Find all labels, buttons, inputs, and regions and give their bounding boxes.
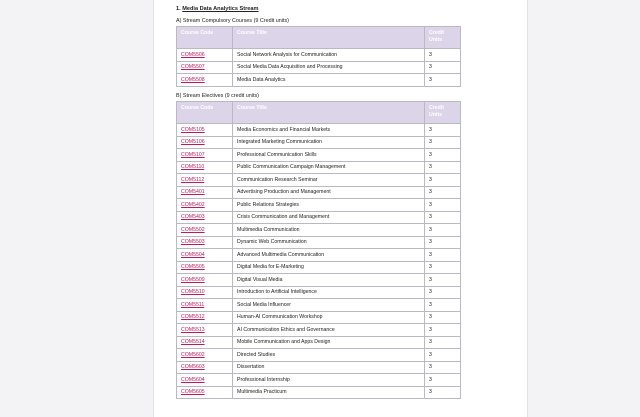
header-course-code: Course Code <box>177 102 233 124</box>
course-title-cell: Professional Internship <box>233 374 425 387</box>
credit-units-cell: 3 <box>425 349 461 362</box>
course-code-link[interactable]: COM5506 <box>181 51 205 58</box>
credit-units-cell: 3 <box>425 361 461 374</box>
course-title-cell: Dynamic Web Communication <box>233 236 425 249</box>
course-code-link[interactable]: COM5511 <box>181 301 205 308</box>
course-code-link[interactable]: COM5505 <box>181 264 205 271</box>
electives-caption: B) Stream Electives (9 credit units) <box>176 93 259 99</box>
credit-units-cell: 3 <box>425 186 461 199</box>
table-row <box>177 349 461 362</box>
course-title-cell: Media Data Analytics <box>233 74 425 87</box>
table-row <box>177 74 461 87</box>
table-header-row <box>177 102 461 124</box>
course-code-cell <box>177 299 233 312</box>
course-code-cell <box>177 311 233 324</box>
table-row <box>177 186 461 199</box>
table-row <box>177 249 461 262</box>
course-code-cell <box>177 236 233 249</box>
course-title-cell: Public Relations Strategies <box>233 199 425 212</box>
table-row <box>177 236 461 249</box>
course-code-cell <box>177 374 233 387</box>
course-code-link[interactable]: COM5514 <box>181 339 205 346</box>
course-code-link[interactable]: COM5510 <box>181 289 205 296</box>
table-row <box>177 336 461 349</box>
header-course-title: Course Title <box>233 102 425 124</box>
table-row <box>177 124 461 137</box>
table-row <box>177 161 461 174</box>
course-code-cell <box>177 361 233 374</box>
course-title-cell: Multimedia Communication <box>233 224 425 237</box>
course-code-cell <box>177 336 233 349</box>
course-code-link[interactable]: COM5402 <box>181 201 205 208</box>
credit-units-cell: 3 <box>425 274 461 287</box>
credit-units-cell: 3 <box>425 136 461 149</box>
course-title-cell: Dissertation <box>233 361 425 374</box>
course-code-cell <box>177 74 233 87</box>
course-code-cell <box>177 199 233 212</box>
section-number: 1. <box>176 6 181 12</box>
credit-units-cell: 3 <box>425 174 461 187</box>
course-code-cell <box>177 211 233 224</box>
credit-units-cell: 3 <box>425 224 461 237</box>
course-code-cell <box>177 49 233 62</box>
credit-units-cell: 3 <box>425 286 461 299</box>
stream-electives-table <box>176 101 461 399</box>
credit-units-cell: 3 <box>425 199 461 212</box>
credit-units-cell: 3 <box>425 149 461 162</box>
credit-units-cell: 3 <box>425 124 461 137</box>
course-code-cell <box>177 261 233 274</box>
table-row <box>177 286 461 299</box>
course-code-link[interactable]: COM5112 <box>181 176 205 183</box>
course-title-cell: Advanced Multimedia Communication <box>233 249 425 262</box>
course-code-cell <box>177 124 233 137</box>
course-title-cell: Social Media Data Acquisition and Processing <box>233 61 425 74</box>
header-credit-units: Credit Units <box>425 102 461 124</box>
credit-units-cell: 3 <box>425 336 461 349</box>
course-title-cell: Introduction to Artificial Intelligence <box>233 286 425 299</box>
credit-units-cell: 3 <box>425 311 461 324</box>
course-title-cell: Mobile Communication and Apps Design <box>233 336 425 349</box>
course-title-cell: Human-AI Communication Workshop <box>233 311 425 324</box>
course-code-cell <box>177 324 233 337</box>
course-title-cell: Digital Visual Media <box>233 274 425 287</box>
course-code-link[interactable]: COM5512 <box>181 314 205 321</box>
course-title-cell: Public Communication Campaign Management <box>233 161 425 174</box>
course-title-cell: Crisis Communication and Management <box>233 211 425 224</box>
table-row <box>177 49 461 62</box>
table-row <box>177 199 461 212</box>
course-title-cell: Integrated Marketing Communication <box>233 136 425 149</box>
course-code-cell <box>177 274 233 287</box>
compulsory-caption: A) Stream Compulsory Courses (9 Credit units) <box>176 18 289 24</box>
credit-units-cell: 3 <box>425 61 461 74</box>
course-code-cell <box>177 136 233 149</box>
course-code-cell <box>177 149 233 162</box>
course-code-link[interactable]: COM5603 <box>181 364 205 371</box>
course-title-cell: Professional Communication Skills <box>233 149 425 162</box>
course-title-cell: Directed Studies <box>233 349 425 362</box>
credit-units-cell: 3 <box>425 386 461 399</box>
course-title-cell: Digital Media for E-Marketing <box>233 261 425 274</box>
course-code-cell <box>177 249 233 262</box>
course-code-cell <box>177 349 233 362</box>
credit-units-cell: 3 <box>425 74 461 87</box>
table-row <box>177 361 461 374</box>
table-row <box>177 324 461 337</box>
course-title-cell: Social Network Analysis for Communication <box>233 49 425 62</box>
table-row <box>177 174 461 187</box>
table-row <box>177 261 461 274</box>
course-code-cell <box>177 286 233 299</box>
course-code-link[interactable]: COM5503 <box>181 239 205 246</box>
course-title-cell: Multimedia Practicum <box>233 386 425 399</box>
table-row <box>177 386 461 399</box>
course-title-cell: Social Media Influencer <box>233 299 425 312</box>
table-row <box>177 299 461 312</box>
table-row <box>177 61 461 74</box>
course-code-link[interactable]: COM5508 <box>181 76 205 83</box>
course-code-link[interactable]: COM5509 <box>181 276 205 283</box>
course-code-link[interactable]: COM5502 <box>181 226 205 233</box>
course-code-link[interactable]: COM5105 <box>181 126 205 133</box>
course-title-cell: Communication Research Seminar <box>233 174 425 187</box>
document-page <box>153 0 528 417</box>
table-row <box>177 211 461 224</box>
credit-units-cell: 3 <box>425 49 461 62</box>
course-code-link[interactable]: COM5604 <box>181 376 205 383</box>
course-code-link[interactable]: COM5110 <box>181 164 205 171</box>
course-code-cell <box>177 386 233 399</box>
course-code-cell <box>177 161 233 174</box>
course-code-cell <box>177 174 233 187</box>
credit-units-cell: 3 <box>425 161 461 174</box>
table-row <box>177 224 461 237</box>
course-title-cell: Media Economics and Financial Markets <box>233 124 425 137</box>
credit-units-cell: 3 <box>425 299 461 312</box>
credit-units-cell: 3 <box>425 211 461 224</box>
header-course-code: Course Code <box>177 27 233 49</box>
course-code-cell <box>177 61 233 74</box>
header-credit-units: Credit Units <box>425 27 461 49</box>
course-code-link[interactable]: COM5107 <box>181 151 205 158</box>
course-code-link[interactable]: COM5605 <box>181 389 205 396</box>
course-code-link[interactable]: COM5602 <box>181 351 205 358</box>
table-row <box>177 311 461 324</box>
credit-units-cell: 3 <box>425 374 461 387</box>
course-code-cell <box>177 186 233 199</box>
course-title-cell: Advertising Production and Management <box>233 186 425 199</box>
course-title-cell: AI Communication Ethics and Governance <box>233 324 425 337</box>
course-code-cell <box>177 224 233 237</box>
credit-units-cell: 3 <box>425 261 461 274</box>
table-row <box>177 149 461 162</box>
course-code-link[interactable]: COM5403 <box>181 214 205 221</box>
table-row <box>177 136 461 149</box>
table-row <box>177 374 461 387</box>
course-code-link[interactable]: COM5507 <box>181 64 205 71</box>
section-title-link[interactable]: Media Data Analytics Stream <box>182 6 259 12</box>
section-heading <box>176 6 259 13</box>
credit-units-cell: 3 <box>425 249 461 262</box>
table-row <box>177 274 461 287</box>
compulsory-courses-table <box>176 26 461 87</box>
credit-units-cell: 3 <box>425 236 461 249</box>
course-code-link[interactable]: COM5401 <box>181 189 205 196</box>
table-header-row <box>177 27 461 49</box>
course-code-link[interactable]: COM5106 <box>181 139 205 146</box>
credit-units-cell: 3 <box>425 324 461 337</box>
course-code-link[interactable]: COM5513 <box>181 326 205 333</box>
header-course-title: Course Title <box>233 27 425 49</box>
course-code-link[interactable]: COM5504 <box>181 251 205 258</box>
